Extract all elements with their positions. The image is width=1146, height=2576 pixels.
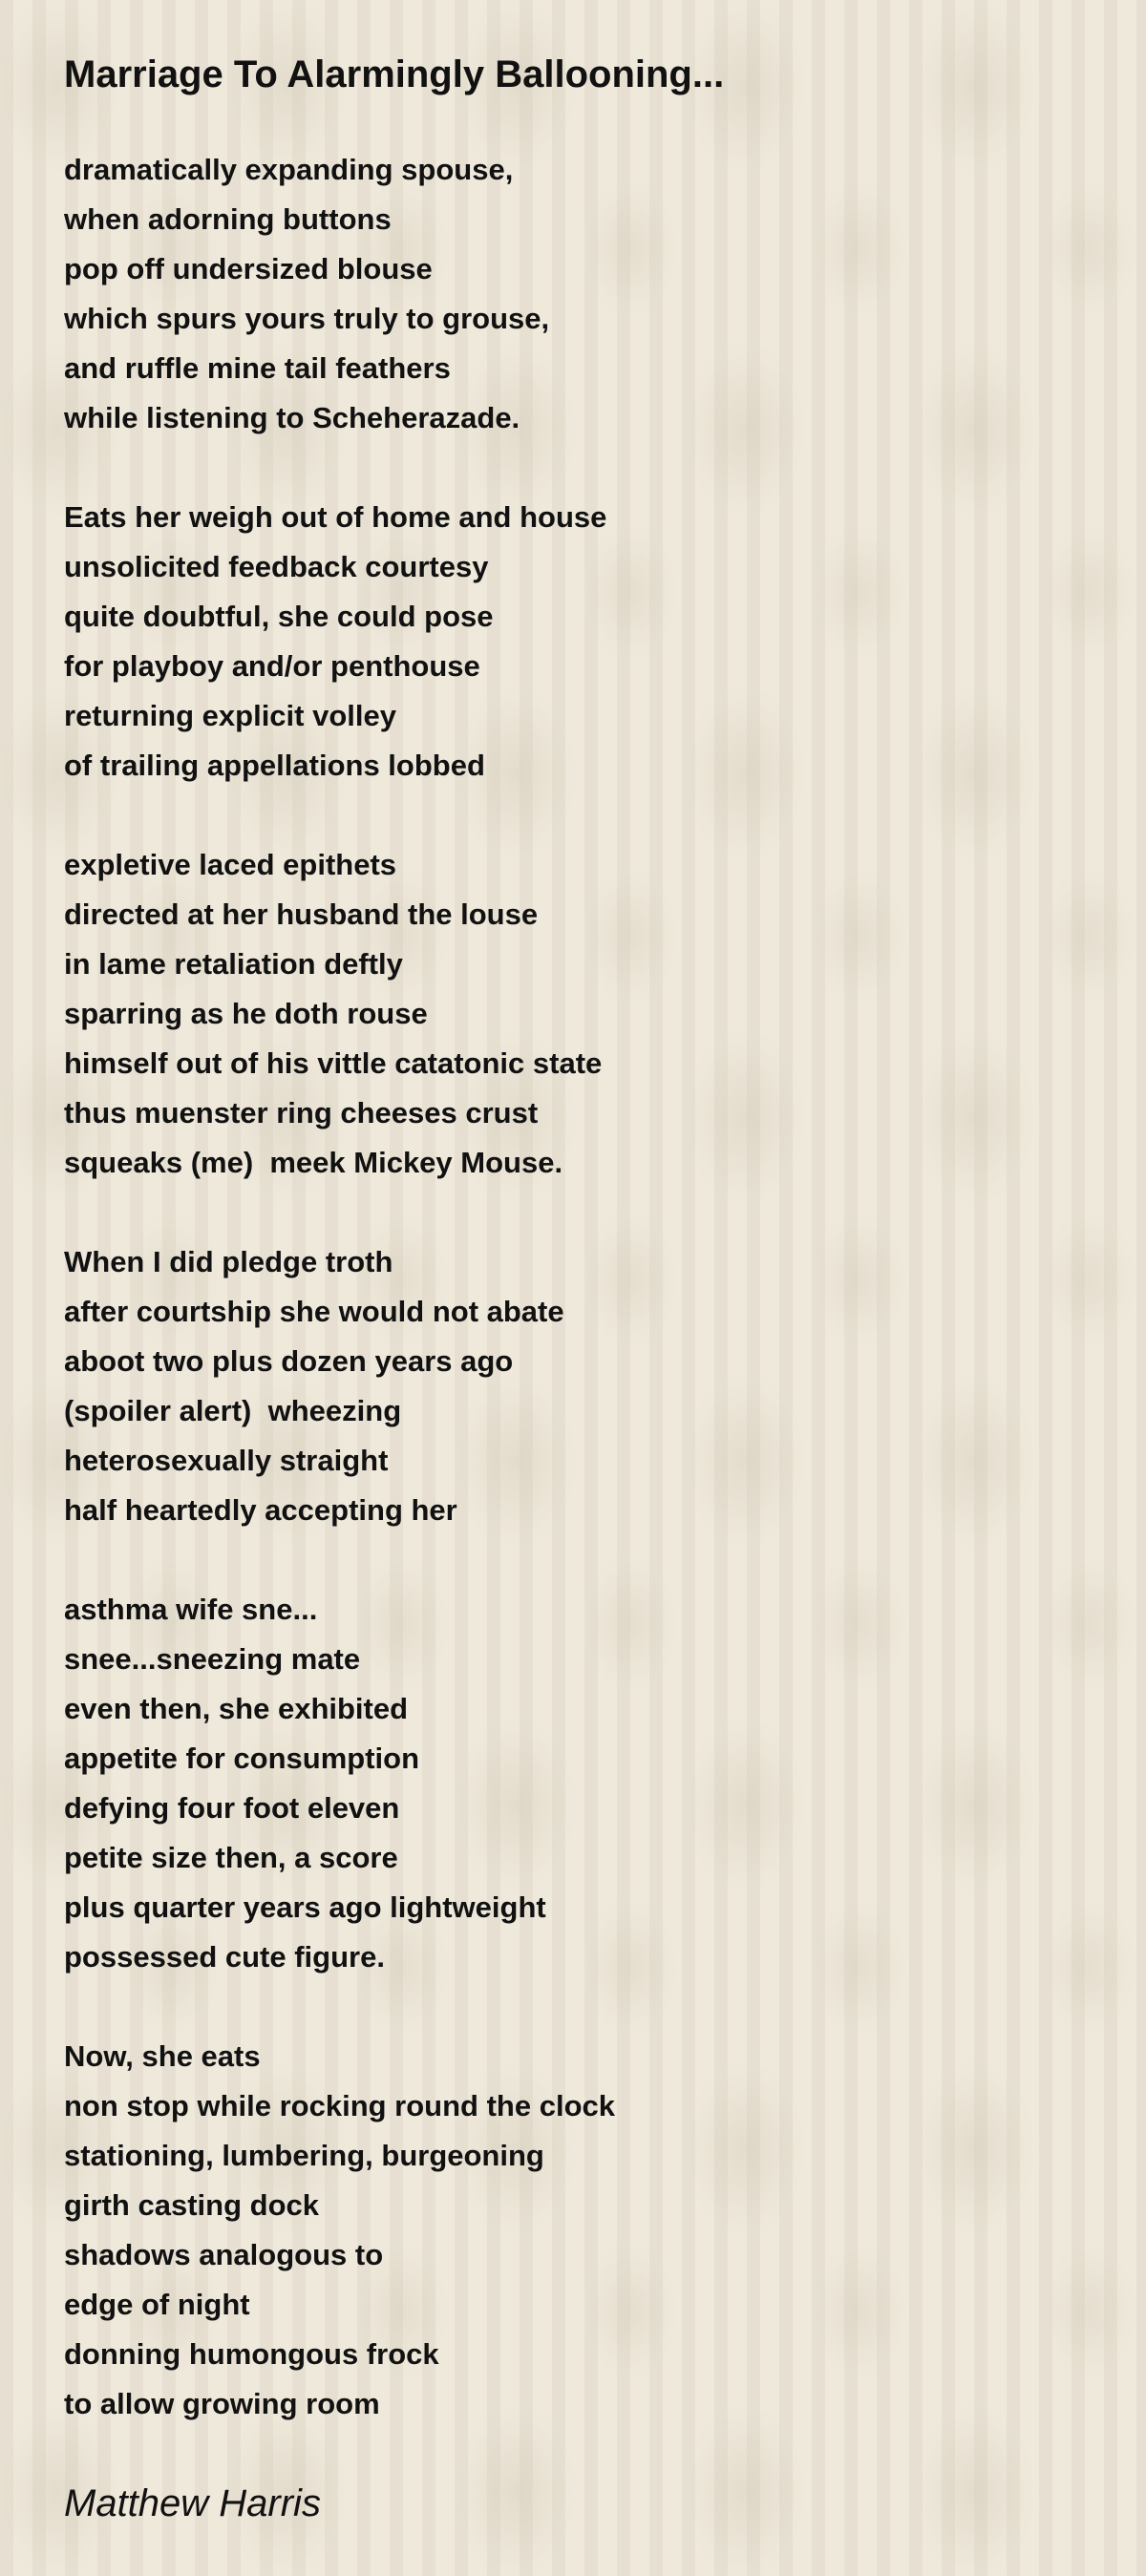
poem-line: petite size then, a score bbox=[64, 1841, 398, 1874]
poem-line: plus quarter years ago lightweight bbox=[64, 1890, 546, 1924]
poem-line: himself out of his vittle catatonic state bbox=[64, 1046, 603, 1080]
poem-line: to allow growing room bbox=[64, 2387, 380, 2420]
poem-line: donning humongous frock bbox=[64, 2337, 439, 2371]
poem-line: of trailing appellations lobbed bbox=[64, 749, 485, 782]
poem-line: unsolicited feedback courtesy bbox=[64, 550, 489, 583]
stanza-5 bbox=[64, 1585, 1095, 1982]
poem-line: Now, she eats bbox=[64, 2039, 261, 2073]
poem-line: aboot two plus dozen years ago bbox=[64, 1344, 514, 1378]
poem-line: snee...sneezing mate bbox=[64, 1642, 361, 1676]
poem-line: even then, she exhibited bbox=[64, 1692, 409, 1725]
poem-line: after courtship she would not abate bbox=[64, 1295, 564, 1328]
poem-line: stationing, lumbering, burgeoning bbox=[64, 2139, 544, 2172]
stanza-1 bbox=[64, 145, 1095, 443]
poem-line: Eats her weigh out of home and house bbox=[64, 500, 607, 534]
poem-author: Matthew Harris bbox=[64, 2482, 321, 2524]
poem-line: defying four foot eleven bbox=[64, 1791, 400, 1825]
poem-line: which spurs yours truly to grouse, bbox=[64, 302, 550, 335]
poem-body bbox=[64, 145, 1095, 2429]
poem-line: sparring as he doth rouse bbox=[64, 997, 428, 1030]
poem-line: quite doubtful, she could pose bbox=[64, 600, 494, 633]
stanza-3 bbox=[64, 840, 1095, 1188]
poem-line: returning explicit volley bbox=[64, 699, 396, 732]
poem-line: squeaks (me) meek Mickey Mouse. bbox=[64, 1146, 563, 1179]
stanza-6 bbox=[64, 2032, 1095, 2429]
poem-card bbox=[64, 50, 1095, 2528]
poem-line: shadows analogous to bbox=[64, 2238, 384, 2271]
poem-line: girth casting dock bbox=[64, 2188, 319, 2222]
poem-line: half heartedly accepting her bbox=[64, 1493, 457, 1527]
poem-line: non stop while rocking round the clock bbox=[64, 2089, 615, 2122]
poem-line: thus muenster ring cheeses crust bbox=[64, 1096, 539, 1130]
poem-line: and ruffle mine tail feathers bbox=[64, 351, 451, 385]
poem-line: in lame retaliation deftly bbox=[64, 947, 403, 981]
poem-line: directed at her husband the louse bbox=[64, 897, 539, 931]
poem-line: while listening to Scheherazade. bbox=[64, 401, 520, 434]
poem-line: heterosexually straight bbox=[64, 1444, 389, 1477]
poem-line: expletive laced epithets bbox=[64, 848, 397, 881]
poem-line: appetite for consumption bbox=[64, 1742, 419, 1775]
poem-line: (spoiler alert) wheezing bbox=[64, 1394, 402, 1427]
poem-line: pop off undersized blouse bbox=[64, 252, 433, 285]
stanza-2 bbox=[64, 493, 1095, 791]
poem-line: possessed cute figure. bbox=[64, 1940, 385, 1974]
poem-line: for playboy and/or penthouse bbox=[64, 649, 480, 683]
poem-line: asthma wife sne... bbox=[64, 1593, 318, 1626]
poem-line: When I did pledge troth bbox=[64, 1245, 393, 1278]
poem-line: edge of night bbox=[64, 2288, 250, 2321]
stanza-4 bbox=[64, 1237, 1095, 1535]
poem-line: dramatically expanding spouse, bbox=[64, 153, 514, 186]
poem-line: when adorning buttons bbox=[64, 202, 392, 236]
poem-title: Marriage To Alarmingly Ballooning... bbox=[64, 53, 725, 95]
